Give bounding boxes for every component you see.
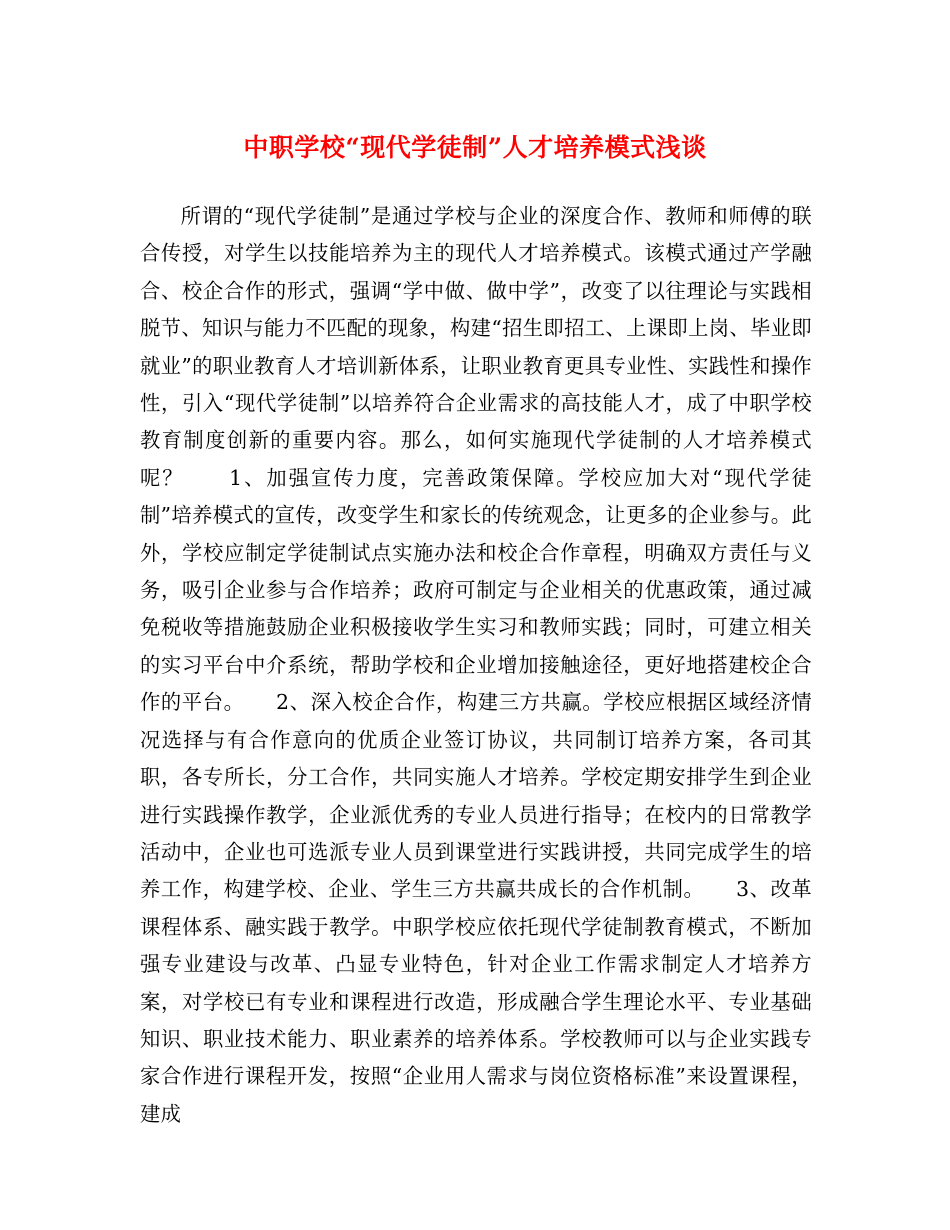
document-body-paragraph: 所谓的“现代学徒制”是通过学校与企业的深度合作、教师和师傅的联合传授，对学生以技能培养为主的现代人才培养模式。该模式通过产学融合、校企合作的形式，强调“学中做、做中学”，改变了以往理论与实践相脱节、知识与能力不匹配的现象，构建“招生即招工、上课即上岗、毕业即就业”的职业教育人才培训新体系，让职业教育更具专业性、实践性和操作性，引入“现代学徒制”以培养符合企业需求的高技能人才，成了中职学校教育制度创新的重要内容。那么，如何实施现代学徒制的人才培养模式呢？ 1、加强宣传力度，完善政策保障。学校应加大对“现代学徒制”培养模式的宣传，改变学生和家长的传统观念，让更多的企业参与。此外，学校应制定学徒制试点实施办法和校企合作章程，明确双方责任与义务，吸引企业参与合作培养；政府可制定与企业相关的优惠政策，通过减免税收等措施鼓励企业积极接收学生实习和教师实践；同时，可建立相关的实习平台中介系统，帮助学校和企业增加接触途径，更好地搭建校企合作的平台。 2、深入校企合作，构建三方共赢。学校应根据区域经济情况选择与有合作意向的优质企业签订协议，共同制订培养方案，各司其职，各专所长，分工合作，共同实施人才培养。学校定期安排学生到企业进行实践操作教学，企业派优秀的专业人员进行指导；在校内的日常教学活动中，企业也可选派专业人员到课堂进行实践讲授，共同完成学生的培养工作，构建学校、企业、学生三方共赢共成长的合作机制。 3、改革课程体系、融实践于教学。中职学校应依托现代学徒制教育模式，不断加强专业建设与改革、凸显专业特色，针对企业工作需求制定人才培养方案，对学校已有专业和课程进行改造，形成融合学生理论水平、专业基础知识、职业技术能力、职业素养的培养体系。学校教师可以与企业实践专家合作进行课程开发，按照“企业用人需求与岗位资格标准”来设置课程，建成: [140, 204, 812, 1126]
document-title: 中职学校“现代学徒制”人才培养模式浅谈: [243, 133, 707, 162]
